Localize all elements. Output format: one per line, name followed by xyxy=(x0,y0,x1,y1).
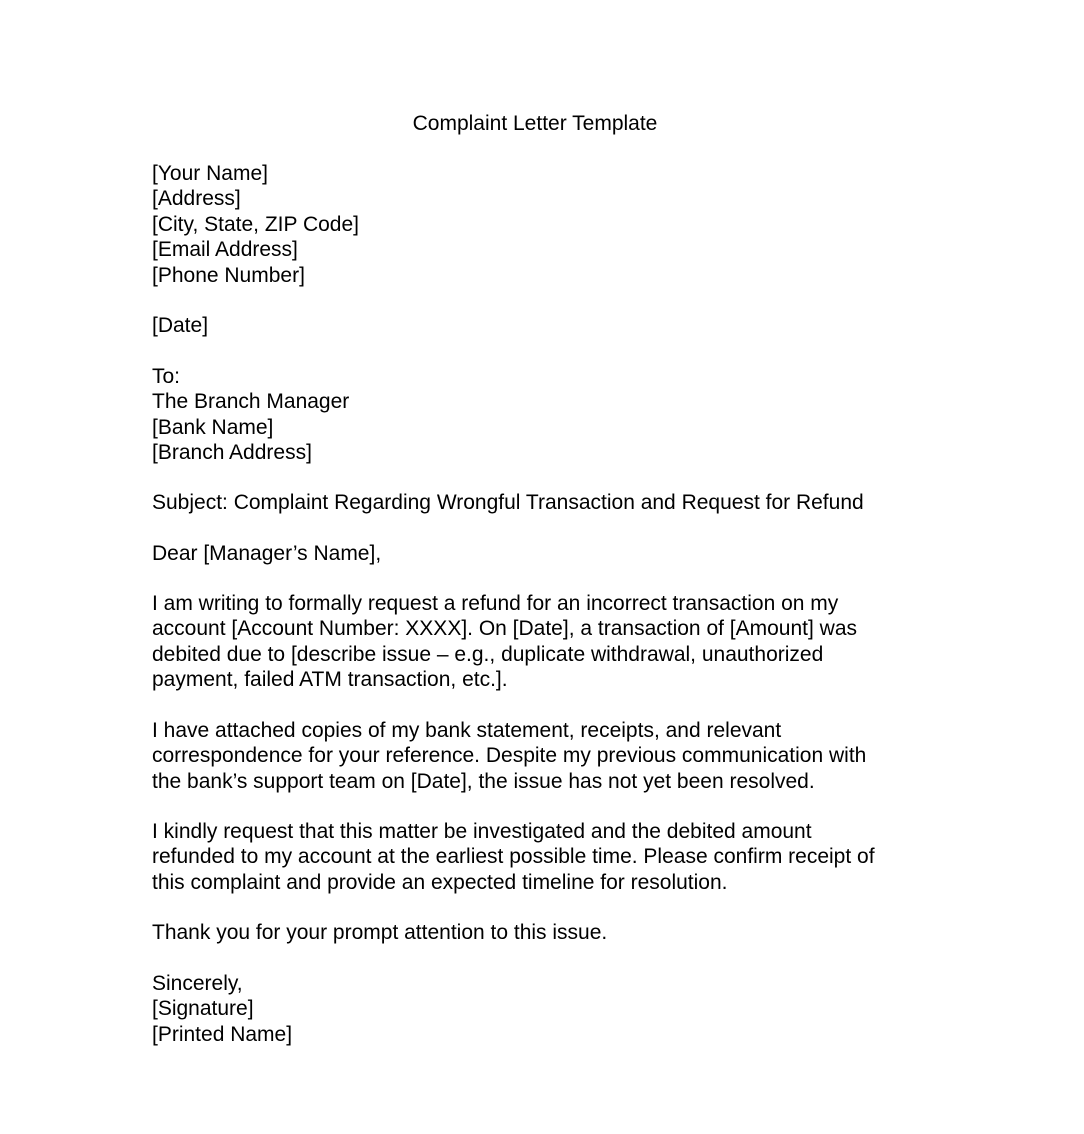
signoff-printed-name: [Printed Name] xyxy=(152,1022,293,1046)
date-line xyxy=(152,313,922,338)
recipient-bank: [Bank Name] xyxy=(152,415,274,439)
paragraph-line: account [Account Number: XXXX]. On [Date], a transaction of [Amount] was xyxy=(152,617,858,641)
paragraph-line: refunded to my account at the earliest possible time. Please confirm receipt of xyxy=(152,845,875,869)
body-paragraph-2 xyxy=(152,718,922,794)
sender-city: [City, State, ZIP Code] xyxy=(152,212,359,236)
subject-line xyxy=(152,490,922,515)
sender-block xyxy=(152,161,922,288)
paragraph-line: I kindly request that this matter be investigated and the debited amount xyxy=(152,820,812,843)
document-title: Complaint Letter Template xyxy=(412,112,658,135)
recipient-block xyxy=(152,364,922,466)
signoff-block xyxy=(152,971,922,1047)
salutation-text: Dear [Manager’s Name], xyxy=(152,542,382,565)
paragraph-line: debited due to [describe issue – e.g., duplicate withdrawal, unauthorized xyxy=(152,642,824,666)
sender-phone: [Phone Number] xyxy=(152,263,305,287)
recipient-to: To: xyxy=(152,365,181,388)
body-paragraph-3 xyxy=(152,819,922,895)
closing-text: Thank you for your prompt attention to this issue. xyxy=(152,921,608,944)
sender-name: [Your Name] xyxy=(152,162,268,185)
paragraph-line: I am writing to formally request a refund for an incorrect transaction on my xyxy=(152,592,839,615)
recipient-title: The Branch Manager xyxy=(152,390,350,414)
salutation xyxy=(152,541,922,566)
sender-address: [Address] xyxy=(152,187,241,211)
paragraph-line: correspondence for your reference. Despite my previous communication with xyxy=(152,744,867,768)
closing-line xyxy=(152,920,922,945)
recipient-address: [Branch Address] xyxy=(152,441,312,465)
sender-email: [Email Address] xyxy=(152,238,298,262)
body-paragraph-1 xyxy=(152,591,922,693)
signoff-signature: [Signature] xyxy=(152,997,254,1021)
signoff-sincerely: Sincerely, xyxy=(152,972,243,995)
subject-text: Subject: Complaint Regarding Wrongful Transaction and Request for Refund xyxy=(152,491,864,514)
paragraph-line: this complaint and provide an expected timeline for resolution. xyxy=(152,870,728,894)
paragraph-line: the bank’s support team on [Date], the issue has not yet been resolved. xyxy=(152,769,815,793)
paragraph-line: I have attached copies of my bank statement, receipts, and relevant xyxy=(152,719,782,742)
letter-date: [Date] xyxy=(152,314,209,337)
paragraph-line: payment, failed ATM transaction, etc.]. xyxy=(152,668,508,692)
